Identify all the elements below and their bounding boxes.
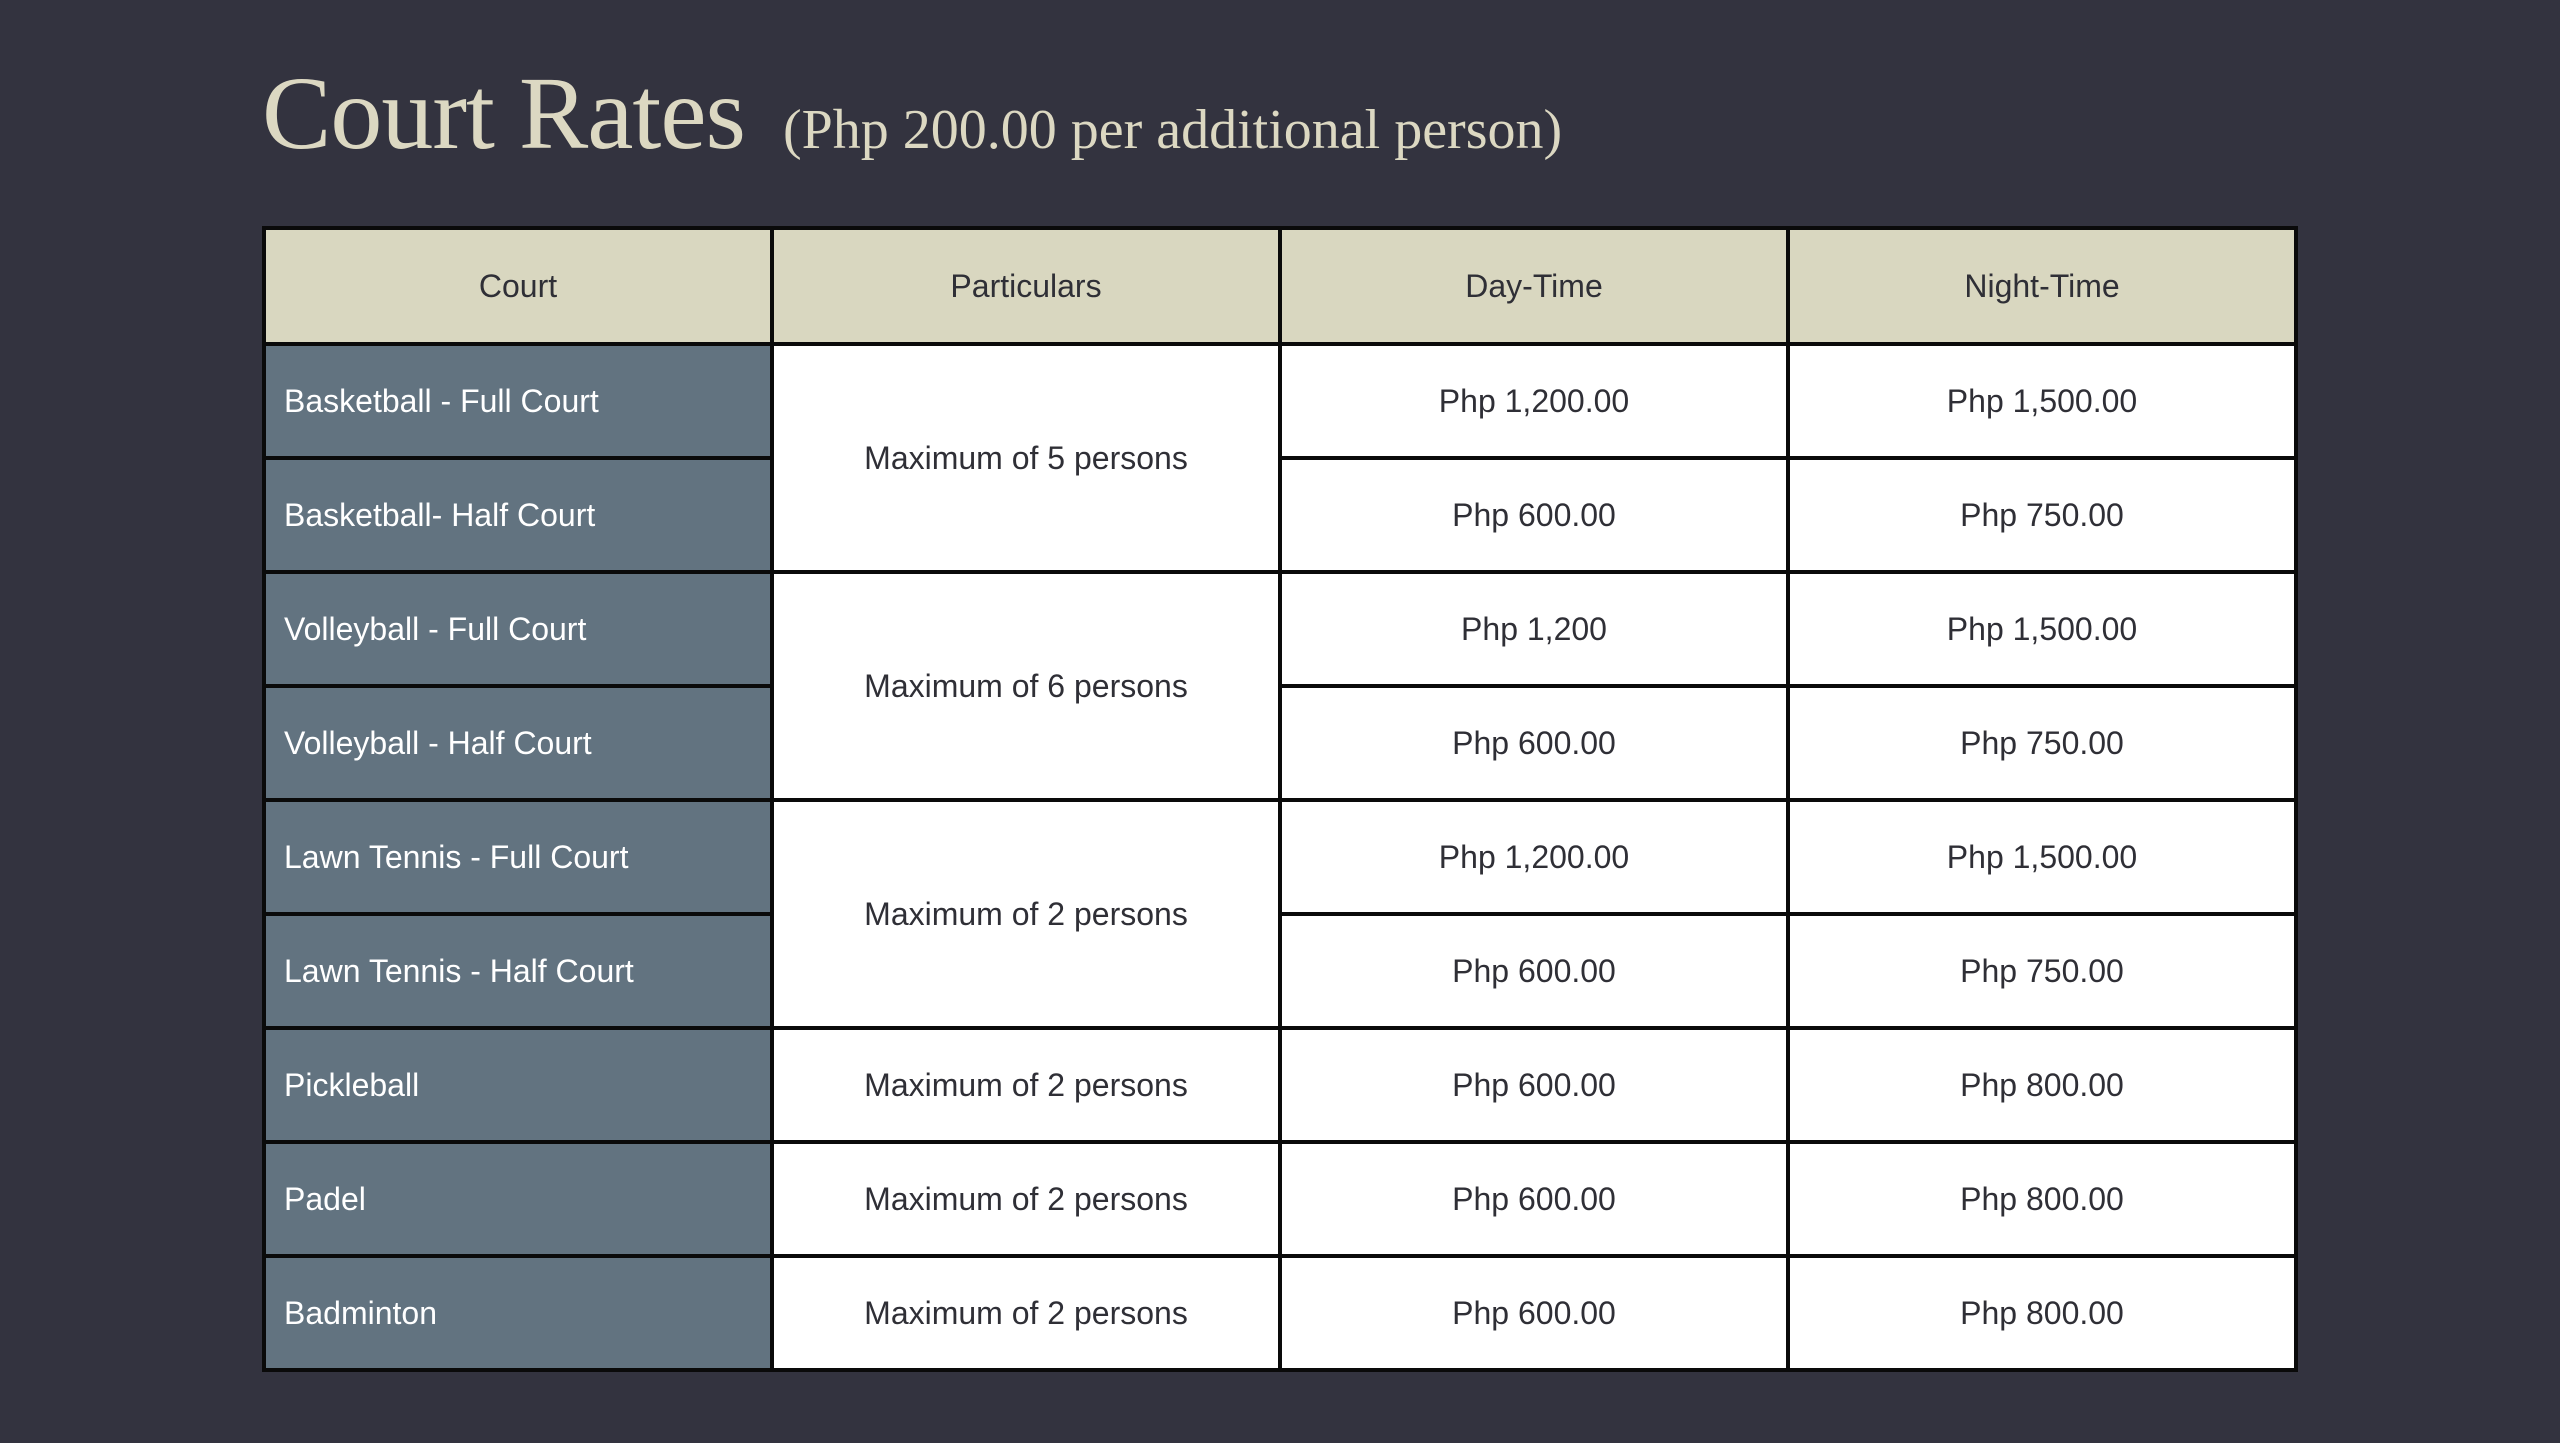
court-cell: Basketball- Half Court xyxy=(264,458,772,572)
night-rate-cell: Php 1,500.00 xyxy=(1788,572,2296,686)
day-rate-cell: Php 600.00 xyxy=(1280,1028,1788,1142)
table-row xyxy=(264,344,2296,458)
night-rate-cell: Php 1,500.00 xyxy=(1788,344,2296,458)
court-cell: Volleyball - Half Court xyxy=(264,686,772,800)
court-cell: Volleyball - Full Court xyxy=(264,572,772,686)
table-row xyxy=(264,458,2296,572)
court-cell: Lawn Tennis - Half Court xyxy=(264,914,772,1028)
table-row xyxy=(264,1256,2296,1370)
particulars-cell: Maximum of 2 persons xyxy=(772,1028,1280,1142)
day-rate-cell: Php 600.00 xyxy=(1280,1256,1788,1370)
table-row xyxy=(264,1028,2296,1142)
night-rate-cell: Php 750.00 xyxy=(1788,686,2296,800)
night-rate-cell: Php 800.00 xyxy=(1788,1028,2296,1142)
header-row xyxy=(264,228,2296,344)
table-row xyxy=(264,914,2296,1028)
table-row xyxy=(264,686,2296,800)
court-cell: Pickleball xyxy=(264,1028,772,1142)
court-cell: Padel xyxy=(264,1142,772,1256)
page-subtitle: (Php 200.00 per additional person) xyxy=(782,99,1563,161)
page-title: Court Rates xyxy=(262,56,745,171)
column-header-day-time: Day-Time xyxy=(1280,228,1788,344)
night-rate-cell: Php 750.00 xyxy=(1788,914,2296,1028)
day-rate-cell: Php 1,200.00 xyxy=(1280,800,1788,914)
table-body xyxy=(264,344,2296,1370)
column-header-particulars: Particulars xyxy=(772,228,1280,344)
table-row xyxy=(264,800,2296,914)
particulars-cell: Maximum of 2 persons xyxy=(772,800,1280,1028)
court-cell: Lawn Tennis - Full Court xyxy=(264,800,772,914)
page-heading xyxy=(262,56,1563,182)
day-rate-cell: Php 600.00 xyxy=(1280,1142,1788,1256)
particulars-cell: Maximum of 6 persons xyxy=(772,572,1280,800)
court-rates-table xyxy=(262,226,2298,1372)
column-header-court: Court xyxy=(264,228,772,344)
day-rate-cell: Php 600.00 xyxy=(1280,686,1788,800)
court-cell: Basketball - Full Court xyxy=(264,344,772,458)
table-row xyxy=(264,1142,2296,1256)
day-rate-cell: Php 1,200 xyxy=(1280,572,1788,686)
court-cell: Badminton xyxy=(264,1256,772,1370)
column-header-night-time: Night-Time xyxy=(1788,228,2296,344)
table-header xyxy=(264,228,2296,344)
particulars-cell: Maximum of 2 persons xyxy=(772,1256,1280,1370)
night-rate-cell: Php 1,500.00 xyxy=(1788,800,2296,914)
day-rate-cell: Php 600.00 xyxy=(1280,458,1788,572)
night-rate-cell: Php 800.00 xyxy=(1788,1142,2296,1256)
day-rate-cell: Php 600.00 xyxy=(1280,914,1788,1028)
particulars-cell: Maximum of 2 persons xyxy=(772,1142,1280,1256)
night-rate-cell: Php 750.00 xyxy=(1788,458,2296,572)
table-row xyxy=(264,572,2296,686)
day-rate-cell: Php 1,200.00 xyxy=(1280,344,1788,458)
particulars-cell: Maximum of 5 persons xyxy=(772,344,1280,572)
night-rate-cell: Php 800.00 xyxy=(1788,1256,2296,1370)
